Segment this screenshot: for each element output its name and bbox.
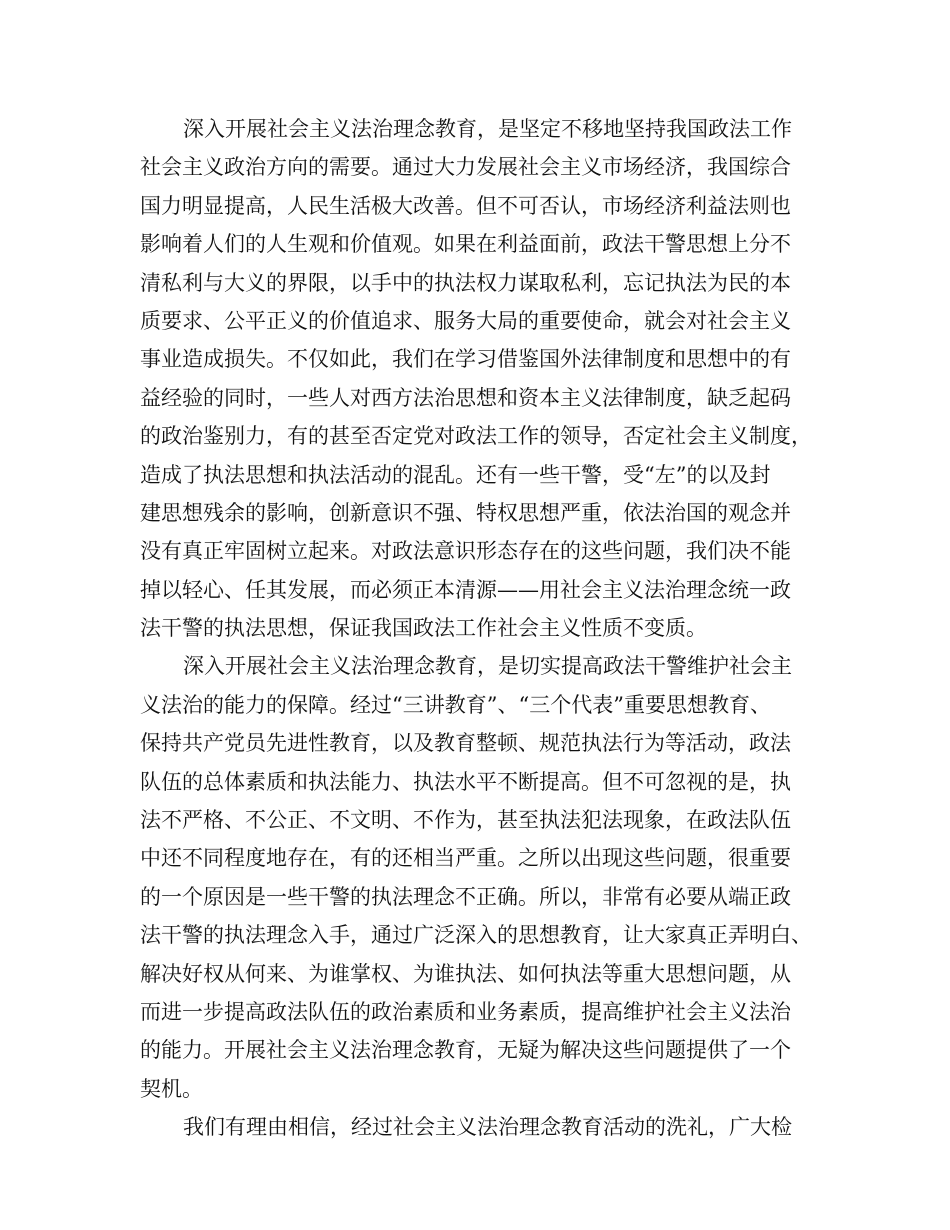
paragraph-line: 国力明显提高，人民生活极大改善。但不可否认，市场经济利益法则也	[140, 193, 791, 218]
paragraph-line: 掉以轻心、任其发展，而必须正本清源——用社会主义法治理念统一政	[140, 577, 791, 602]
paragraph-3	[140, 1108, 830, 1146]
paragraph-line: 质要求、公平正义的价值追求、服务大局的重要使命，就会对社会主义	[140, 308, 791, 333]
document-body	[140, 110, 830, 1147]
paragraph-line: 法干警的执法理念入手，通过广泛深入的思想教育，让大家真正弄明白、	[140, 923, 812, 948]
paragraph-line: 义法治的能力的保障。经过“三讲教育”、“三个代表”重要思想教育、	[140, 692, 771, 717]
paragraph-line: 解决好权从何来、为谁掌权、为谁执法、如何执法等重大思想问题，从	[140, 961, 791, 986]
paragraph-line: 中还不同程度地存在，有的还相当严重。之所以出现这些问题，很重要	[140, 846, 791, 871]
paragraph-line: 益经验的同时，一些人对西方法治思想和资本主义法律制度，缺乏起码	[140, 385, 791, 410]
paragraph-line: 深入开展社会主义法治理念教育，是切实提高政法干警维护社会主	[183, 654, 792, 679]
paragraph-line: 建思想残余的影响，创新意识不强、特权思想严重，依法治国的观念并	[140, 500, 791, 525]
paragraph-line: 保持共产党员先进性教育，以及教育整顿、规范执法行为等活动，政法	[140, 731, 791, 756]
paragraph-2	[140, 647, 830, 1108]
paragraph-line: 我们有理由相信，经过社会主义法治理念教育活动的洗礼，广大检	[183, 1115, 792, 1140]
paragraph-line: 法不严格、不公正、不文明、不作为，甚至执法犯法现象，在政法队伍	[140, 808, 791, 833]
paragraph-line: 社会主义政治方向的需要。通过大力发展社会主义市场经济，我国综合	[140, 155, 791, 180]
paragraph-line: 的能力。开展社会主义法治理念教育，无疑为解决这些问题提供了一个	[140, 1038, 791, 1063]
paragraph-line: 契机。	[140, 1076, 203, 1101]
paragraph-line: 队伍的总体素质和执法能力、执法水平不断提高。但不可忽视的是，执	[140, 769, 791, 794]
paragraph-line: 的政治鉴别力，有的甚至否定党对政法工作的领导，否定社会主义制度，	[140, 424, 812, 449]
paragraph-1	[140, 110, 830, 647]
paragraph-line: 法干警的执法思想，保证我国政法工作社会主义性质不变质。	[140, 616, 707, 641]
paragraph-line: 的一个原因是一些干警的执法理念不正确。所以，非常有必要从端正政	[140, 884, 791, 909]
paragraph-line: 而进一步提高政法队伍的政治素质和业务素质，提高维护社会主义法治	[140, 999, 791, 1024]
paragraph-line: 清私利与大义的界限，以手中的执法权力谋取私利，忘记执法为民的本	[140, 270, 791, 295]
paragraph-line: 没有真正牢固树立起来。对政法意识形态存在的这些问题，我们决不能	[140, 539, 791, 564]
paragraph-line: 影响着人们的人生观和价值观。如果在利益面前，政法干警思想上分不	[140, 232, 791, 257]
paragraph-line: 事业造成损失。不仅如此，我们在学习借鉴国外法律制度和思想中的有	[140, 347, 791, 372]
paragraph-line: 造成了执法思想和执法活动的混乱。还有一些干警，受“左”的以及封	[140, 462, 771, 487]
paragraph-line: 深入开展社会主义法治理念教育，是坚定不移地坚持我国政法工作	[183, 117, 792, 141]
